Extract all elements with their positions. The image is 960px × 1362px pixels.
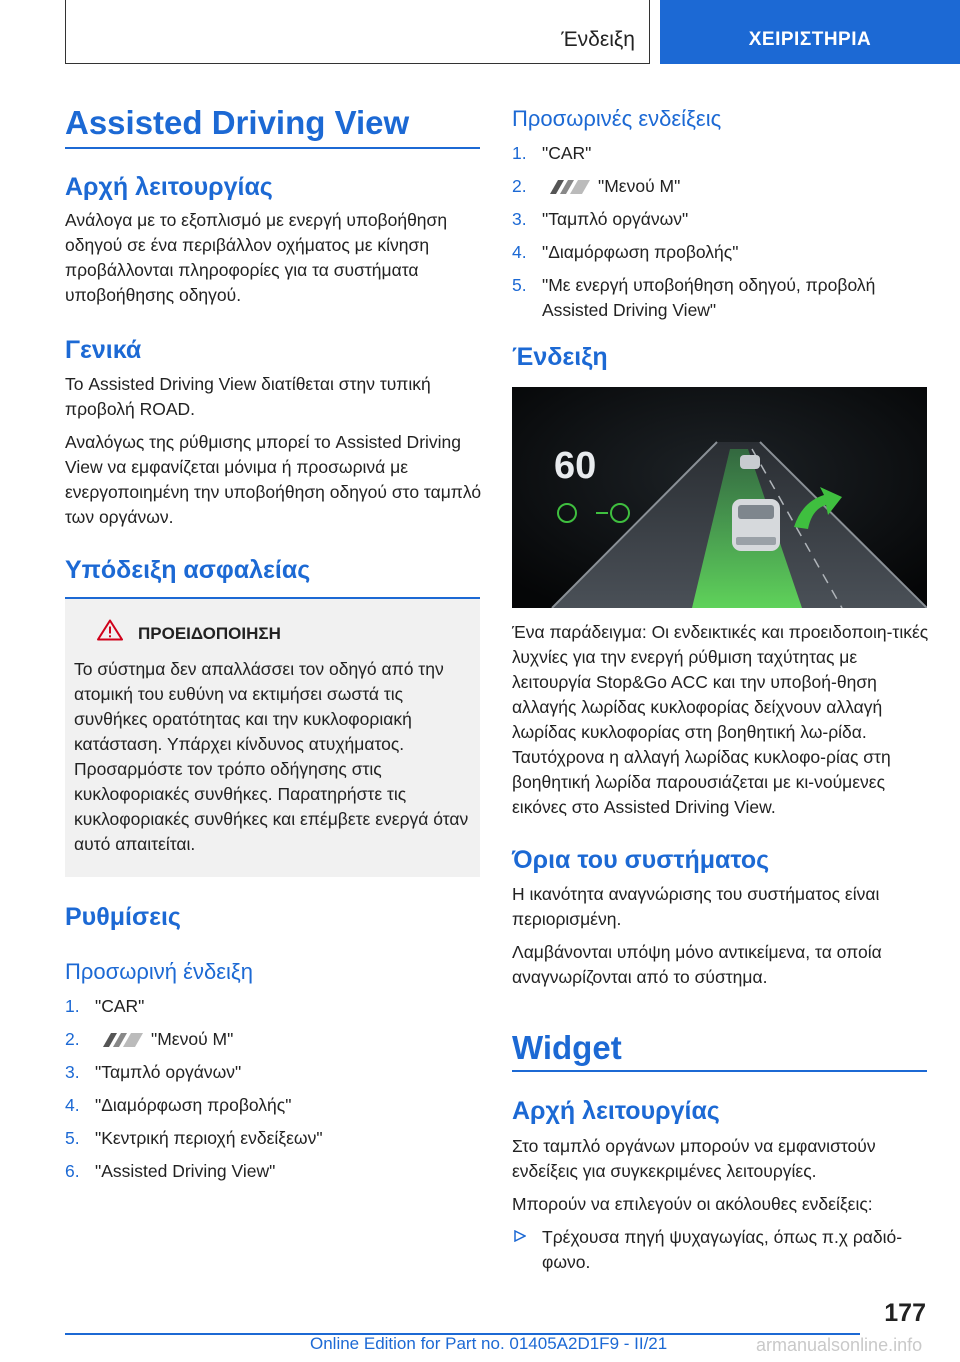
general-heading: Γενικά [65,336,142,364]
road-scene-illustration [512,387,927,608]
list-item: 2. "Μενού M" [65,1029,234,1049]
temp-display-heading: Προσωρινή ένδειξη [65,959,253,984]
list-item: 4. "Διαμόρφωση προβολής" [512,242,739,262]
temp-display-steps [65,994,480,1192]
widget-paragraph-2: Μπορούν να επιλεγούν οι ακόλουθες ενδείξεις: [512,1194,873,1214]
speed-readout: 60 [554,445,597,487]
settings-heading: Ρυθμίσεις [65,903,181,931]
m-menu-icon [97,1032,145,1048]
figure-caption: Ένα παράδειγμα: Οι ενδεικτικές και προειδοποιη-τικές λυχνίες για την ενεργή ρύθμιση ταχύτητας με λειτουργία Stop&Go ACC και την υποβοή-θηση αλλαγής λωρίδας κυκλοφορίας δείχνουν αλλαγή λωρίδας κυκλοφορίας στη βοηθητική λω-ρίδα. Ταυτόχρονα η αλλαγή λωρίδας κυκλοφο-ρίας στη βοηθητική λωρίδα παρουσιάζεται με κι-νούμενες εικόνες στο Assisted Driving View. [512,622,929,817]
list-item: 1. "CAR" [512,143,592,163]
page-number: 177 [884,1299,926,1327]
list-item: 5. "Με ενεργή υποβοήθηση οδηγού, προβολή Assisted Driving View" [512,275,876,320]
header-section-box [65,0,650,64]
widget-bullet-item: Τρέχουσα πηγή ψυχαγωγίας, όπως π.χ ραδιό-φωνο. [542,1227,903,1272]
header-chapter-tab [660,0,960,64]
safety-heading: Υπόδειξη ασφαλείας [65,556,311,584]
assisted-driving-view-figure [512,387,927,608]
limits-paragraph-2: Λαμβάνονται υπόψη μόνο αντικείμενα, τα οποία αναγνωρίζονται από το σύστημα. [512,942,882,987]
list-item: 5. "Κεντρική περιοχή ενδείξεων" [65,1128,323,1148]
warning-text: Το σύστημα δεν απαλλάσσει τον οδηγό από την ατομική του ευθύνη να εκτιμήσει σωστά τις συνθήκες ορατότητας και την κυκλοφοριακή κατάσταση. Υπάρχει κίνδυνος ατυχήματος. Προσαρμόστε τον τρόπο οδήγησης στις κυκλοφοριακές συνθήκες. Παρατηρήστε τις κυκλοφοριακές συνθήκες και επέμβετε ενεργά όταν αυτό απαιτείται. [74,659,469,854]
general-paragraph-1: Το Assisted Driving View διατίθεται στην τυπική προβολή ROAD. [65,374,431,419]
warning-title: ΠΡΟΕΙΔΟΠΟΙΗΣΗ [138,624,281,643]
general-paragraph-2: Αναλόγως της ρύθμισης μπορεί το Assisted Driving View να εμφανίζεται μόνιμα ή προσωρινά με ενεργοποιημένη την υποβοήθηση οδηγού στο ταμπλό των οργάνων. [65,432,482,527]
list-item: 2. "Μενού M" [512,176,681,196]
list-item: 3. "Ταμπλό οργάνων" [65,1062,242,1082]
principle-heading: Αρχή λειτουργίας [65,173,273,201]
list-item: 6. "Assisted Driving View" [65,1161,276,1181]
widget-principle-heading: Αρχή λειτουργίας [512,1097,720,1125]
widget-rule [512,1070,927,1072]
widget-paragraph-1: Στο ταμπλό οργάνων μπορούν να εμφανιστούν ενδείξεις για συγκεκριμένες λειτουργίες. [512,1136,876,1181]
bullet-triangle-icon [514,1230,526,1242]
list-item: 3. "Ταμπλό οργάνων" [512,209,689,229]
warning-box [65,597,480,877]
temp-displays-heading: Προσωρινές ενδείξεις [512,106,722,131]
warning-top-rule [65,597,480,599]
temp-displays-steps [512,141,927,331]
warning-triangle-icon [97,619,123,641]
m-menu-icon [544,179,592,195]
widget-title: Widget [512,1029,622,1066]
title-rule [65,147,480,149]
page-title: Assisted Driving View [65,104,410,141]
footer-edition: Online Edition for Part no. 01405A2D1F9 - II/21 [310,1334,668,1353]
display-heading: Ένδειξη [512,343,608,371]
footer-watermark: armanualsonline.info [756,1335,923,1355]
principle-text: Ανάλογα με το εξοπλισμό με ενεργή υποβοήθηση οδηγού σε ένα περιβάλλον οχήματος με κίνηση προβάλλονται πληροφορίες για τα συστήματα υποβοήθησης οδηγού. [65,210,448,305]
header-section-label: Ένδειξη [561,28,635,51]
limits-heading: Όρια του συστήματος [512,846,770,874]
limits-paragraph-1: Η ικανότητα αναγνώρισης του συστήματος είναι περιορισμένη. [512,884,880,929]
list-item: 1. "CAR" [65,996,145,1016]
list-item: 4. "Διαμόρφωση προβολής" [65,1095,292,1115]
header-chapter-label: ΧΕΙΡΙΣΤΗΡΙΑ [748,29,872,50]
